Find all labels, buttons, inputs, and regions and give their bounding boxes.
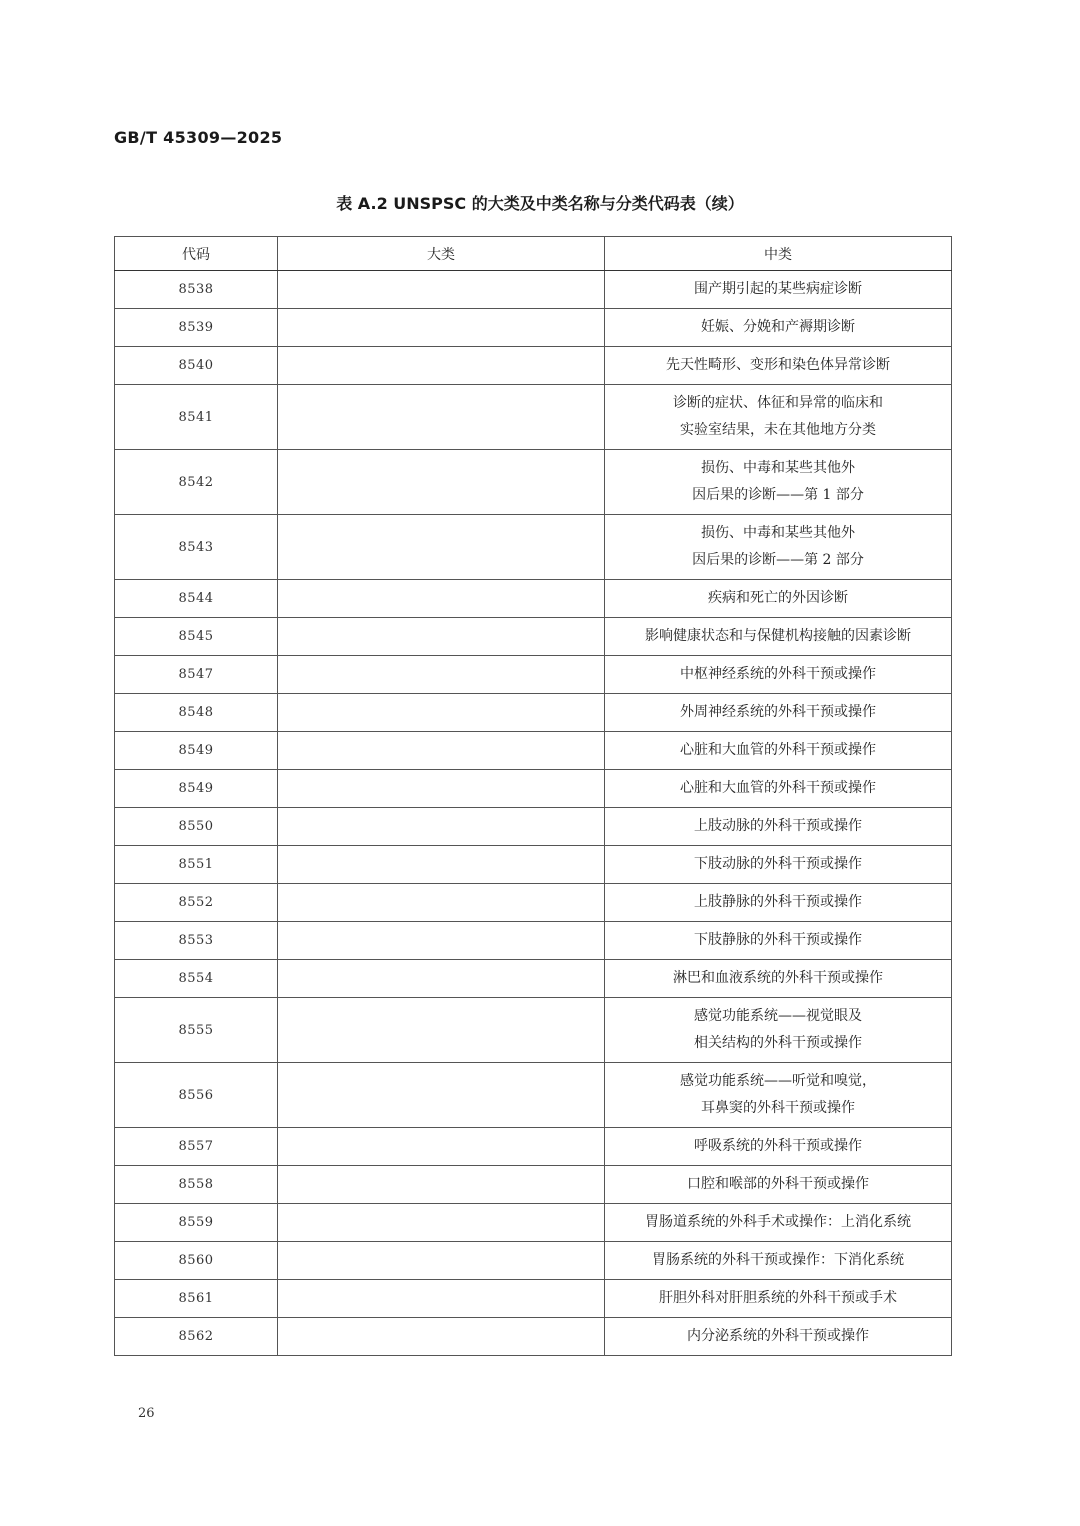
mid-category-cell [605,884,952,922]
code-cell: 8543 [115,515,278,580]
mid-category-line: 呼吸系统的外科干预或操作 [694,1138,862,1154]
table-header-row [115,237,952,271]
mid-category-line: 耳鼻窦的外科干预或操作 [701,1100,855,1116]
mid-category-line: 感觉功能系统——听觉和嗅觉， [680,1073,876,1089]
mid-category-cell [605,770,952,808]
table-title: 表 A.2 UNSPSC 的大类及中类名称与分类代码表（续） [336,194,744,213]
major-category-cell [278,922,605,960]
major-category-cell [278,385,605,450]
table-row [115,1318,952,1356]
code-cell: 8547 [115,656,278,694]
major-category-cell [278,1063,605,1128]
page-number: 26 [138,1406,155,1421]
code-cell: 8548 [115,694,278,732]
mid-category-cell [605,1318,952,1356]
major-category-cell [278,347,605,385]
table-row [115,922,952,960]
mid-category-line: 相关结构的外科干预或操作 [694,1035,862,1051]
table-row [115,580,952,618]
standard-code: GB/T 45309—2025 [114,128,283,147]
code-cell: 8553 [115,922,278,960]
code-cell: 8541 [115,385,278,450]
mid-category-line: 淋巴和血液系统的外科干预或操作 [673,970,883,986]
mid-category-line: 中枢神经系统的外科干预或操作 [680,666,876,682]
code-cell: 8544 [115,580,278,618]
table-row [115,998,952,1063]
mid-category-cell [605,1204,952,1242]
major-category-cell [278,656,605,694]
major-category-cell [278,515,605,580]
mid-category-cell [605,998,952,1063]
code-cell: 8545 [115,618,278,656]
mid-category-line: 下肢动脉的外科干预或操作 [694,856,862,872]
mid-category-line: 诊断的症状、体征和异常的临床和 [673,395,883,411]
table-row [115,694,952,732]
code-cell: 8557 [115,1128,278,1166]
major-category-cell [278,846,605,884]
major-category-cell [278,1280,605,1318]
table-row [115,515,952,580]
table-row [115,618,952,656]
table-row [115,656,952,694]
table-row [115,1063,952,1128]
mid-category-line: 心脏和大血管的外科干预或操作 [680,742,876,758]
major-category-cell [278,618,605,656]
mid-category-cell [605,515,952,580]
mid-category-cell [605,846,952,884]
major-category-cell [278,271,605,309]
mid-category-cell [605,922,952,960]
major-category-cell [278,580,605,618]
mid-category-cell [605,1280,952,1318]
table-row [115,450,952,515]
table-row [115,1242,952,1280]
code-cell: 8540 [115,347,278,385]
mid-category-cell [605,1166,952,1204]
major-category-cell [278,694,605,732]
mid-category-line: 围产期引起的某些病症诊断 [694,281,862,297]
major-category-cell [278,1204,605,1242]
table-row [115,271,952,309]
mid-category-cell [605,309,952,347]
mid-category-line: 实验室结果，未在其他地方分类 [680,422,876,438]
mid-category-cell [605,580,952,618]
column-header-code: 代码 [115,237,278,271]
column-header-major: 大类 [278,237,605,271]
code-cell: 8559 [115,1204,278,1242]
mid-category-line: 损伤、中毒和某些其他外 [701,525,855,541]
code-cell: 8562 [115,1318,278,1356]
column-header-mid: 中类 [605,237,952,271]
mid-category-cell [605,1128,952,1166]
mid-category-line: 外周神经系统的外科干预或操作 [680,704,876,720]
major-category-cell [278,960,605,998]
mid-category-cell [605,618,952,656]
table-row [115,1128,952,1166]
mid-category-line: 口腔和喉部的外科干预或操作 [687,1176,869,1192]
classification-table [114,236,952,1356]
mid-category-line: 下肢静脉的外科干预或操作 [694,932,862,948]
table-row [115,1166,952,1204]
table-row [115,385,952,450]
table-row [115,347,952,385]
code-cell: 8561 [115,1280,278,1318]
major-category-cell [278,732,605,770]
table-body [115,271,952,1356]
mid-category-line: 上肢静脉的外科干预或操作 [694,894,862,910]
code-cell: 8542 [115,450,278,515]
mid-category-line: 因后果的诊断——第 1 部分 [692,487,864,503]
major-category-cell [278,1242,605,1280]
major-category-cell [278,1166,605,1204]
mid-category-line: 胃肠系统的外科干预或操作：下消化系统 [652,1252,904,1268]
major-category-cell [278,450,605,515]
code-cell: 8539 [115,309,278,347]
table-row [115,846,952,884]
code-cell: 8556 [115,1063,278,1128]
major-category-cell [278,770,605,808]
mid-category-line: 上肢动脉的外科干预或操作 [694,818,862,834]
mid-category-cell [605,347,952,385]
mid-category-line: 损伤、中毒和某些其他外 [701,460,855,476]
mid-category-cell [605,960,952,998]
mid-category-line: 胃肠道系统的外科手术或操作：上消化系统 [645,1214,911,1230]
mid-category-cell [605,1242,952,1280]
code-cell: 8554 [115,960,278,998]
table-row [115,1204,952,1242]
code-cell: 8549 [115,770,278,808]
table-row [115,770,952,808]
table-row [115,808,952,846]
table-row [115,309,952,347]
code-cell: 8549 [115,732,278,770]
code-cell: 8555 [115,998,278,1063]
major-category-cell [278,808,605,846]
major-category-cell [278,1318,605,1356]
code-cell: 8552 [115,884,278,922]
table-row [115,884,952,922]
code-cell: 8550 [115,808,278,846]
mid-category-line: 感觉功能系统——视觉眼及 [694,1008,862,1024]
mid-category-line: 心脏和大血管的外科干预或操作 [680,780,876,796]
mid-category-line: 影响健康状态和与保健机构接触的因素诊断 [645,628,911,644]
major-category-cell [278,884,605,922]
mid-category-line: 内分泌系统的外科干预或操作 [687,1328,869,1344]
table-row [115,1280,952,1318]
mid-category-line: 妊娠、分娩和产褥期诊断 [701,319,855,335]
table-row [115,732,952,770]
major-category-cell [278,998,605,1063]
mid-category-cell [605,732,952,770]
mid-category-cell [605,1063,952,1128]
mid-category-cell [605,271,952,309]
mid-category-line: 肝胆外科对肝胆系统的外科干预或手术 [659,1290,897,1306]
code-cell: 8538 [115,271,278,309]
mid-category-cell [605,656,952,694]
mid-category-line: 因后果的诊断——第 2 部分 [692,552,864,568]
mid-category-line: 先天性畸形、变形和染色体异常诊断 [666,357,890,373]
code-cell: 8558 [115,1166,278,1204]
mid-category-cell [605,694,952,732]
mid-category-line: 疾病和死亡的外因诊断 [708,590,848,606]
mid-category-cell [605,450,952,515]
code-cell: 8551 [115,846,278,884]
major-category-cell [278,309,605,347]
major-category-cell [278,1128,605,1166]
mid-category-cell [605,385,952,450]
code-cell: 8560 [115,1242,278,1280]
mid-category-cell [605,808,952,846]
table-row [115,960,952,998]
